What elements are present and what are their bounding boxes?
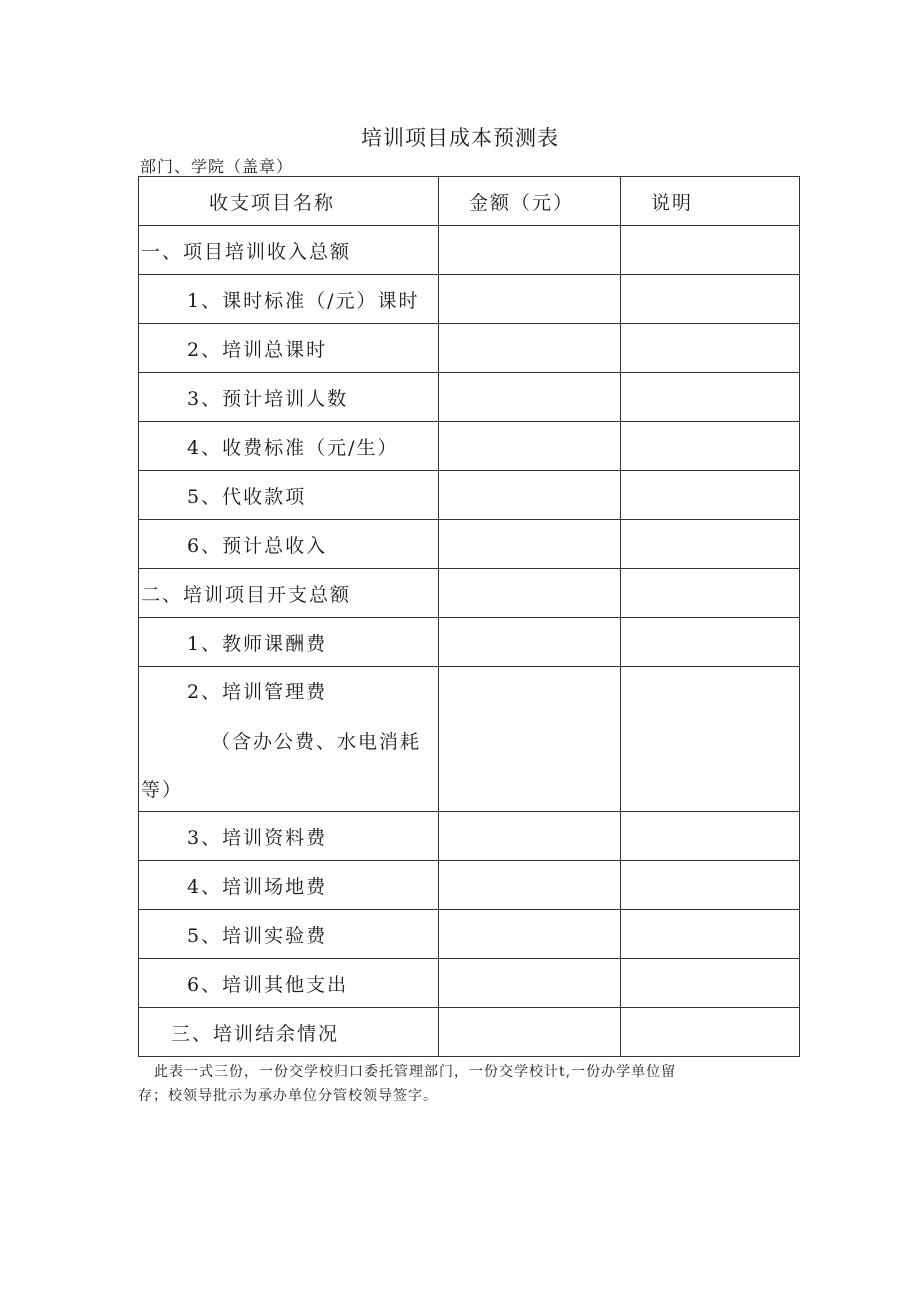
department-label: 部门、学院（盖章）	[140, 157, 294, 176]
note-cell[interactable]	[621, 275, 800, 324]
cost-table	[138, 176, 800, 1057]
row-label: 4、培训场地费	[139, 861, 439, 910]
table-row	[139, 422, 800, 471]
note-cell[interactable]	[621, 812, 800, 861]
note-cell[interactable]	[621, 910, 800, 959]
table-row	[139, 910, 800, 959]
note-cell[interactable]	[621, 324, 800, 373]
amount-cell[interactable]	[439, 422, 621, 471]
amount-cell[interactable]	[439, 471, 621, 520]
table-row	[139, 959, 800, 1008]
amount-cell[interactable]	[439, 959, 621, 1008]
note-cell[interactable]	[621, 422, 800, 471]
note-cell[interactable]	[621, 959, 800, 1008]
row-label: 3、培训资料费	[139, 812, 439, 861]
table-row	[139, 226, 800, 275]
row-label: 1、教师课酬费	[139, 618, 439, 667]
note-cell[interactable]	[621, 861, 800, 910]
table-row	[139, 520, 800, 569]
row-label-line: 2、培训管理费	[187, 681, 328, 703]
note-cell[interactable]	[621, 373, 800, 422]
row-label-multiline	[139, 667, 439, 812]
amount-cell[interactable]	[439, 618, 621, 667]
row-label: 3、预计培训人数	[139, 373, 439, 422]
row-label: 5、培训实验费	[139, 910, 439, 959]
row-label: 1、课时标准（/元）课时	[139, 275, 439, 324]
table-row	[139, 1008, 800, 1057]
amount-cell[interactable]	[439, 1008, 621, 1057]
header-note: 说明	[621, 177, 800, 226]
amount-cell[interactable]	[439, 569, 621, 618]
table-row	[139, 471, 800, 520]
table-row	[139, 373, 800, 422]
row-label-line: （含办公费、水电消耗	[211, 731, 422, 753]
table-row	[139, 275, 800, 324]
note-cell[interactable]	[621, 520, 800, 569]
table-row	[139, 569, 800, 618]
row-label: 6、预计总收入	[139, 520, 439, 569]
table-header-row	[139, 177, 800, 226]
note-cell[interactable]	[621, 226, 800, 275]
footnote	[138, 1060, 778, 1108]
header-amount: 金额（元）	[439, 177, 621, 226]
amount-cell[interactable]	[439, 910, 621, 959]
footnote-line: 存；校领导批示为承办单位分管校领导签字。	[138, 1088, 438, 1104]
table-row	[139, 324, 800, 373]
note-cell[interactable]	[621, 569, 800, 618]
amount-cell[interactable]	[439, 373, 621, 422]
amount-cell[interactable]	[439, 812, 621, 861]
header-name: 收支项目名称	[139, 177, 439, 226]
note-cell[interactable]	[621, 1008, 800, 1057]
table-row	[139, 667, 800, 812]
table-row	[139, 812, 800, 861]
row-label: 二、培训项目开支总额	[139, 569, 439, 618]
page-title: 培训项目成本预测表	[361, 126, 559, 150]
row-label: 一、项目培训收入总额	[139, 226, 439, 275]
row-label: 5、代收款项	[139, 471, 439, 520]
table-row	[139, 861, 800, 910]
table-row	[139, 618, 800, 667]
note-cell[interactable]	[621, 618, 800, 667]
row-label-line: 等）	[141, 779, 184, 801]
amount-cell[interactable]	[439, 667, 621, 812]
amount-cell[interactable]	[439, 226, 621, 275]
amount-cell[interactable]	[439, 861, 621, 910]
row-label: 2、培训总课时	[139, 324, 439, 373]
note-cell[interactable]	[621, 667, 800, 812]
footnote-line: 此表一式三份，一份交学校归口委托管理部门，一份交学校计t,一份办学单位留	[154, 1064, 677, 1080]
row-label: 6、培训其他支出	[139, 959, 439, 1008]
amount-cell[interactable]	[439, 275, 621, 324]
amount-cell[interactable]	[439, 324, 621, 373]
amount-cell[interactable]	[439, 520, 621, 569]
row-label: 4、收费标准（元/生）	[139, 422, 439, 471]
note-cell[interactable]	[621, 471, 800, 520]
row-label: 三、培训结余情况	[139, 1008, 439, 1057]
